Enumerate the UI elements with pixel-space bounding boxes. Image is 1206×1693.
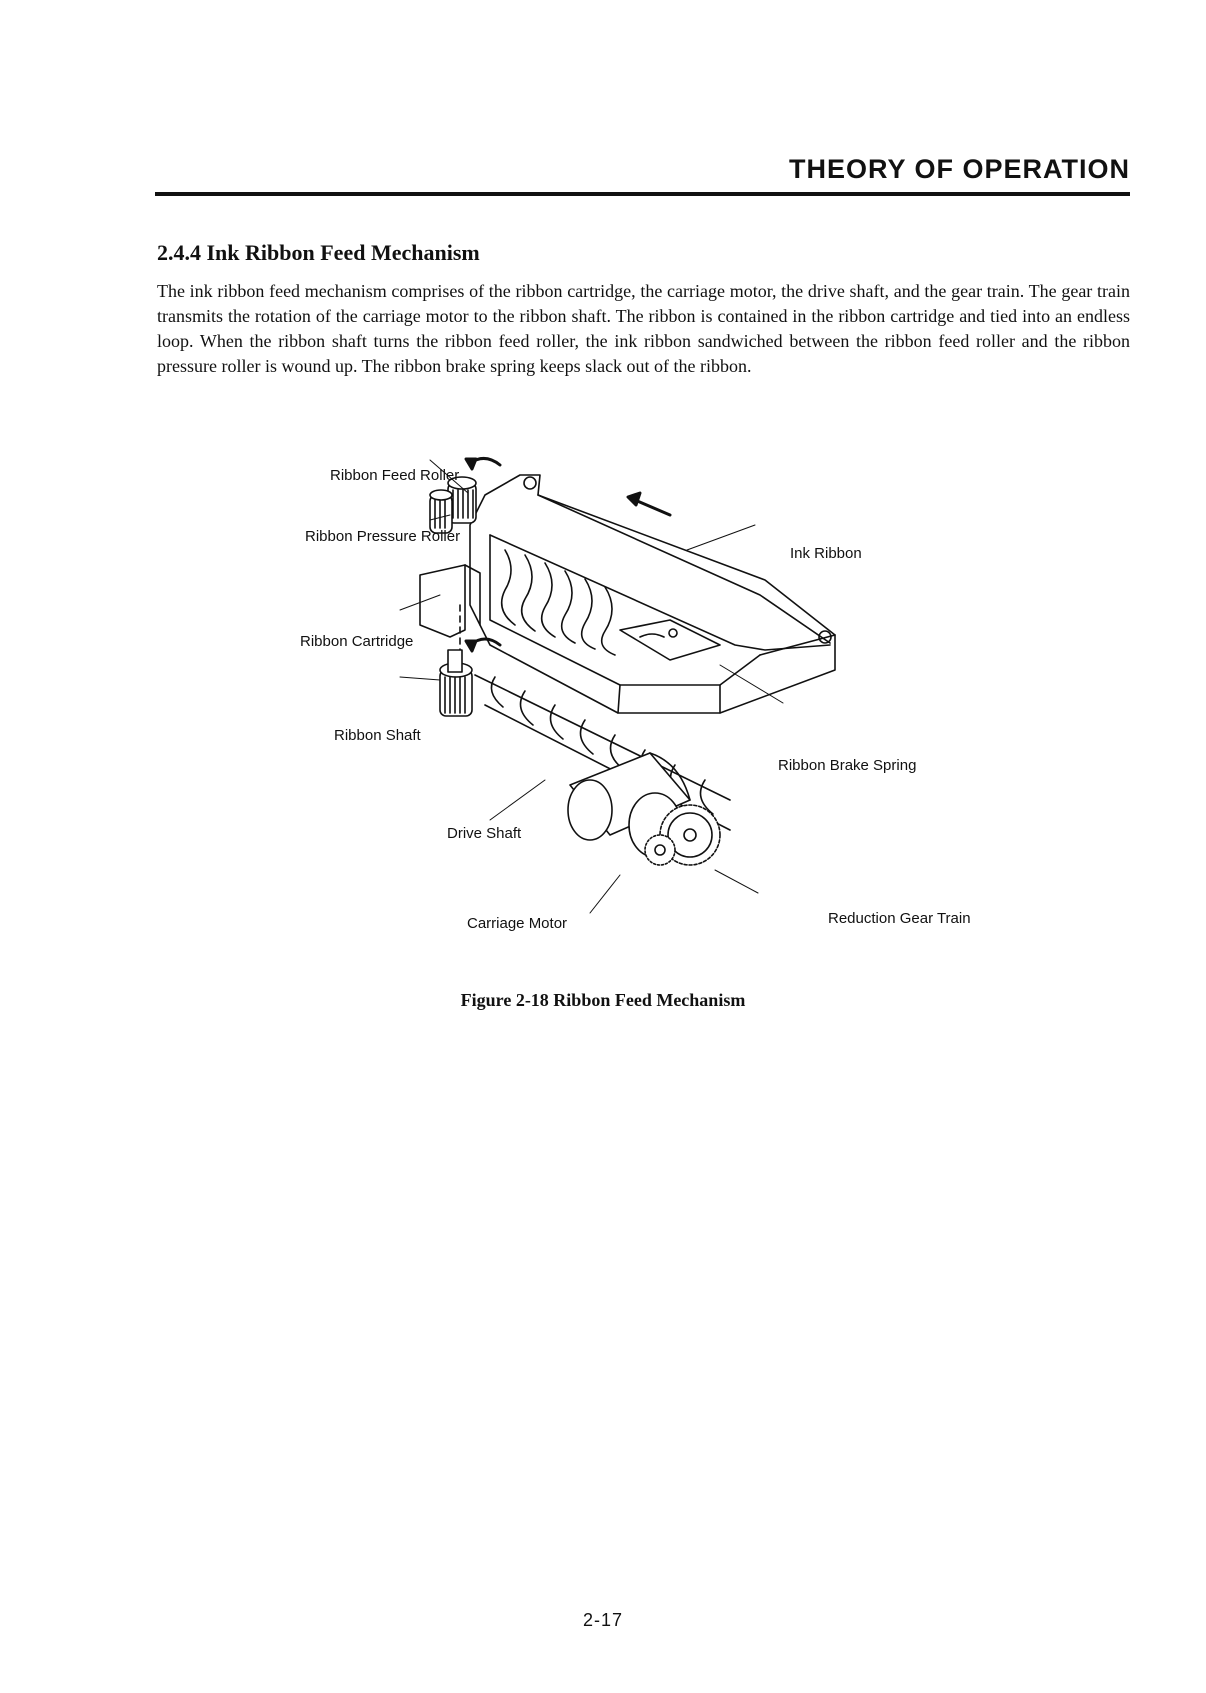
- ribbon-cartridge-drawing: [420, 475, 835, 713]
- callout-ribbon-feed-roller: Ribbon Feed Roller: [330, 467, 460, 484]
- callout-ink-ribbon: Ink Ribbon: [790, 545, 862, 562]
- callout-carriage-motor: Carriage Motor: [467, 915, 568, 932]
- callout-reduction-gear-train: Reduction Gear Train: [828, 910, 971, 927]
- callout-ribbon-cartridge: Ribbon Cartridge: [300, 633, 414, 650]
- callout-ribbon-brake-spring: Ribbon Brake Spring: [778, 757, 917, 774]
- section-heading: 2.4.4 Ink Ribbon Feed Mechanism: [157, 240, 480, 265]
- figure-caption: Figure 2-18 Ribbon Feed Mechanism: [460, 990, 746, 1010]
- ribbon-feed-mechanism-figure: [290, 455, 1010, 965]
- running-header: [155, 150, 1130, 196]
- callout-ribbon-shaft: Ribbon Shaft: [334, 727, 421, 744]
- chapter-title: THEORY OF OPERATION: [788, 154, 1130, 184]
- page-number: 2-17: [582, 1610, 624, 1630]
- callout-drive-shaft: Drive Shaft: [447, 825, 522, 842]
- header-rule: [155, 192, 1130, 196]
- callout-ribbon-pressure-roller: Ribbon Pressure Roller: [305, 528, 461, 545]
- body-paragraph: The ink ribbon feed mechanism comprises of the ribbon cartridge, the carriage motor, the drive shaft, and the gear train. The gear train transmits the rotation of the carriage motor to the ribbon shaft. The ribbon is contained in the ribbon cartridge and tied into an endless loop. When the ribbon shaft turns the ribbon feed roller, the ink ribbon sandwiched between the ribbon feed roller and the ribbon pressure roller is wound up. The ribbon brake spring keeps slack out of the ribbon.: [157, 281, 1130, 376]
- feed-roller-drawing: [430, 477, 476, 533]
